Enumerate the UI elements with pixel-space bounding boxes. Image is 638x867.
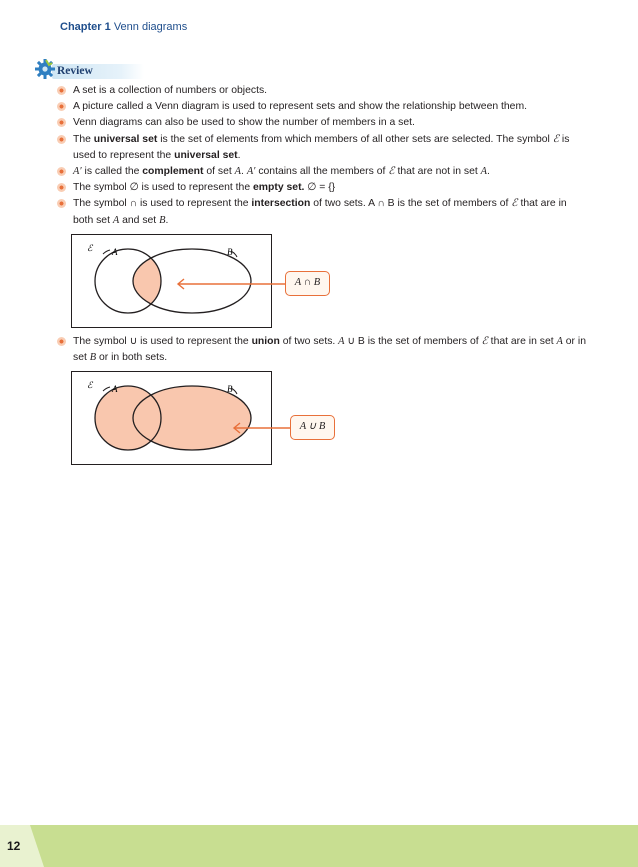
set-a-label: A	[112, 384, 118, 394]
list-item: The symbol ∪ is used to represent the union of two sets. A ∪ B is the set of members of ℰ that are in set A or in set B or in both sets.	[56, 334, 586, 366]
bullet-icon	[57, 183, 66, 192]
set-b-label: B	[227, 247, 233, 257]
list-item: Venn diagrams can also be used to show the number of members in a set.	[56, 115, 586, 131]
bullet-icon	[57, 135, 66, 144]
gear-icon	[34, 58, 56, 80]
set-a-label: A	[112, 247, 118, 257]
list-item: A set is a collection of numbers or objects.	[56, 83, 586, 99]
review-title: Review	[57, 65, 93, 77]
callout-arrow-union	[232, 422, 292, 434]
bullet-icon	[57, 167, 66, 176]
universal-set-label: ℰ	[87, 243, 93, 253]
callout-intersection: A ∩ B	[285, 271, 330, 296]
chapter-title: Venn diagrams	[113, 21, 188, 33]
set-b-label: B	[227, 384, 233, 394]
running-head	[60, 21, 187, 33]
chapter-label: Chapter 1	[60, 21, 111, 33]
review-banner	[34, 58, 154, 82]
list-item: The universal set is the set of elements from which members of all other sets are selected. The symbol ℰ is used to represent the universal set.	[56, 132, 586, 164]
bullet-icon	[57, 86, 66, 95]
venn-diagram-union	[71, 371, 272, 465]
list-item: The symbol ∅ is used to represent the empty set. ∅ = {}	[56, 180, 586, 196]
review-bullet-list-continued	[56, 334, 586, 366]
universal-set-label: ℰ	[87, 380, 93, 390]
list-item: A′ is called the complement of set A. A′ contains all the members of ℰ that are not in set A.	[56, 164, 586, 180]
review-bullet-list	[56, 83, 586, 229]
callout-union: A ∪ B	[290, 415, 335, 440]
bullet-icon	[57, 102, 66, 111]
page-number: 12	[7, 839, 21, 853]
list-item: A picture called a Venn diagram is used to represent sets and show the relationship between them.	[56, 99, 586, 115]
callout-arrow-intersection	[176, 278, 286, 290]
bullet-icon	[57, 118, 66, 127]
bullet-icon	[57, 337, 66, 346]
list-item: The symbol ∩ is used to represent the intersection of two sets. A ∩ B is the set of members of ℰ that are in both set A and set B.	[56, 196, 586, 228]
bullet-icon	[57, 199, 66, 208]
footer-band	[0, 825, 638, 867]
